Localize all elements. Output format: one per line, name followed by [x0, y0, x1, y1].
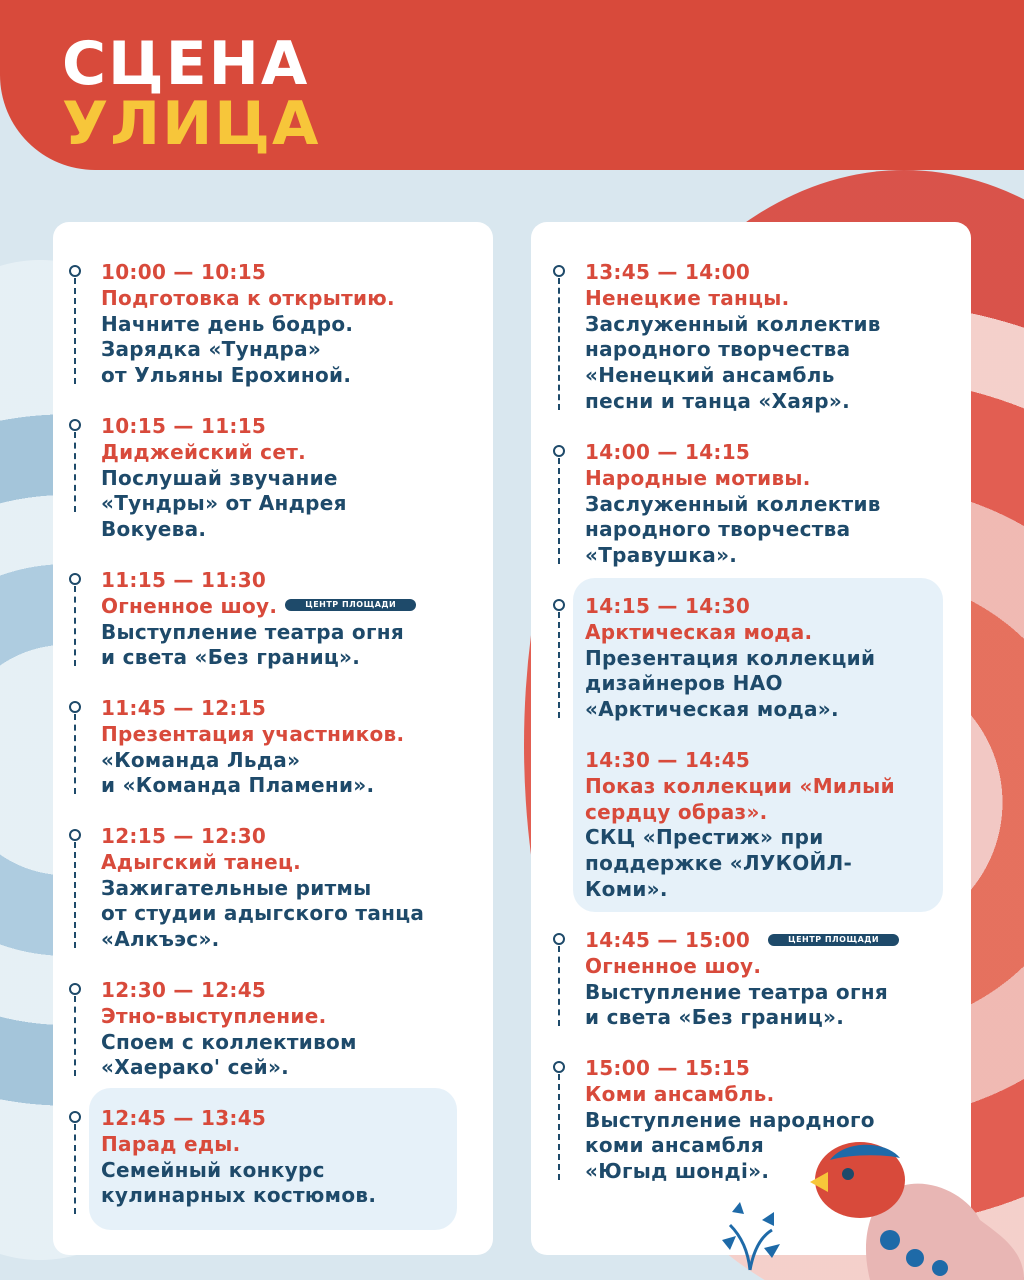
bird-body [810, 1142, 1024, 1280]
timeline-line [558, 612, 560, 718]
entry-title: Ненецкие танцы. [585, 285, 790, 310]
entry-title: Показ коллекции «Милый сердцу образ». [585, 773, 895, 824]
entry-title: Парад еды. [101, 1131, 241, 1156]
timeline-line [74, 714, 76, 794]
entry-description: Споем с коллективом «Хаерако' сей». [101, 1029, 357, 1080]
timeline-line [74, 586, 76, 666]
entry-description: Презентация коллекций дизайнеров НАО «Арктическая мода». [585, 645, 876, 722]
timeline-line [74, 996, 76, 1076]
entry-time: 12:30 — 12:45 [101, 978, 267, 1002]
entry-description: «Команда Льда» и «Команда Пламени». [101, 747, 375, 798]
entry-time: 14:00 — 14:15 [585, 440, 751, 464]
entry-description: Зажигательные ритмы от студии адыгского танца «Алкъэс». [101, 875, 425, 952]
entry-title: Народные мотивы. [585, 465, 811, 490]
entry-time: 11:45 — 12:15 [101, 696, 267, 720]
schedule-entry [585, 594, 963, 723]
entry-time: 10:00 — 10:15 [101, 260, 267, 284]
schedule-entry [585, 440, 963, 569]
entry-time: 12:15 — 12:30 [101, 824, 267, 848]
entry-time-text: 14:45 — 15:00 [585, 928, 751, 952]
page-title-line2: УЛИЦА [62, 89, 321, 159]
schedule-card-right [531, 222, 971, 1255]
timeline-line [558, 458, 560, 564]
timeline-line [558, 278, 560, 410]
entry-time: 12:45 — 13:45 [101, 1106, 267, 1130]
timeline-dot [69, 1111, 81, 1123]
entry-description: СКЦ «Престиж» при поддержке «ЛУКОЙЛ- Коми». [585, 825, 853, 901]
schedule-entry [101, 568, 485, 671]
schedule-entry [101, 696, 485, 799]
schedule-entry [585, 928, 963, 1031]
entry-time: 14:15 — 14:30 [585, 594, 751, 618]
schedule-entry [585, 260, 963, 415]
entry-description: Послушай звучание «Тундры» от Андрея Вокуева. [101, 465, 347, 542]
schedule-entry [101, 824, 485, 953]
bird-illustration [710, 1140, 1024, 1280]
location-badge: ЦЕНТР ПЛОЩАДИ [285, 599, 416, 611]
entry-description: Начните день бодро. Зарядка «Тундра» от Ульяны Ерохиной. [101, 311, 354, 388]
timeline-dot [69, 573, 81, 585]
entry-time: 11:15 — 11:30 [101, 568, 267, 592]
entry-title [101, 594, 485, 620]
timeline-line [74, 432, 76, 512]
entry-title-text: Огненное шоу. [101, 593, 278, 618]
timeline-dot [553, 599, 565, 611]
schedule-entry [101, 1106, 485, 1209]
page-header [0, 0, 1024, 170]
entry-time [585, 928, 963, 954]
entry-title: Коми ансамбль. [585, 1081, 775, 1106]
schedule-entry [101, 978, 485, 1081]
timeline-dot [553, 933, 565, 945]
entry-time: 15:00 — 15:15 [585, 1056, 751, 1080]
timeline-dot [69, 419, 81, 431]
timeline-dot [69, 265, 81, 277]
entry-description: Выступление театра огня и света «Без границ». [101, 619, 404, 670]
entry-title: Огненное шоу. [585, 953, 762, 978]
timeline-dot [69, 701, 81, 713]
plant-icon [722, 1202, 780, 1270]
timeline-line [74, 842, 76, 948]
timeline-dot [69, 829, 81, 841]
entry-time: 14:30 — 14:45 [585, 748, 751, 772]
timeline-dot [553, 1061, 565, 1073]
entry-description: Заслуженный коллектив народного творчества «Травушка». [585, 491, 881, 568]
entry-title: Диджейский сет. [101, 439, 306, 464]
entry-title: Подготовка к открытию. [101, 285, 395, 310]
entry-title: Адыгский танец. [101, 849, 301, 874]
schedule-entry [585, 748, 963, 903]
timeline-dot [69, 983, 81, 995]
entry-description: Заслуженный коллектив народного творчества «Ненецкий ансамбль песни и танца «Хаяр». [585, 311, 881, 413]
timeline-line [558, 1074, 560, 1180]
location-badge: ЦЕНТР ПЛОЩАДИ [768, 934, 899, 946]
timeline-dot [553, 265, 565, 277]
entry-time: 13:45 — 14:00 [585, 260, 751, 284]
timeline-line [74, 1124, 76, 1214]
schedule-entry [101, 414, 485, 543]
page-title-line1: СЦЕНА [62, 29, 310, 99]
entry-time: 10:15 — 11:15 [101, 414, 267, 438]
entry-description: Выступление народного коми ансамбля «Югыд шонді». [585, 1107, 875, 1184]
schedule-card-left [53, 222, 493, 1255]
entry-title: Этно-выступление. [101, 1003, 327, 1028]
schedule-entry [101, 260, 485, 389]
timeline-line [558, 946, 560, 1026]
timeline-line [74, 278, 76, 384]
entry-title: Презентация участников. [101, 721, 405, 746]
timeline-dot [553, 445, 565, 457]
entry-title: Арктическая мода. [585, 619, 813, 644]
entry-description: Семейный конкурс кулинарных костюмов. [101, 1157, 377, 1208]
entry-description: Выступление театра огня и света «Без границ». [585, 979, 888, 1030]
